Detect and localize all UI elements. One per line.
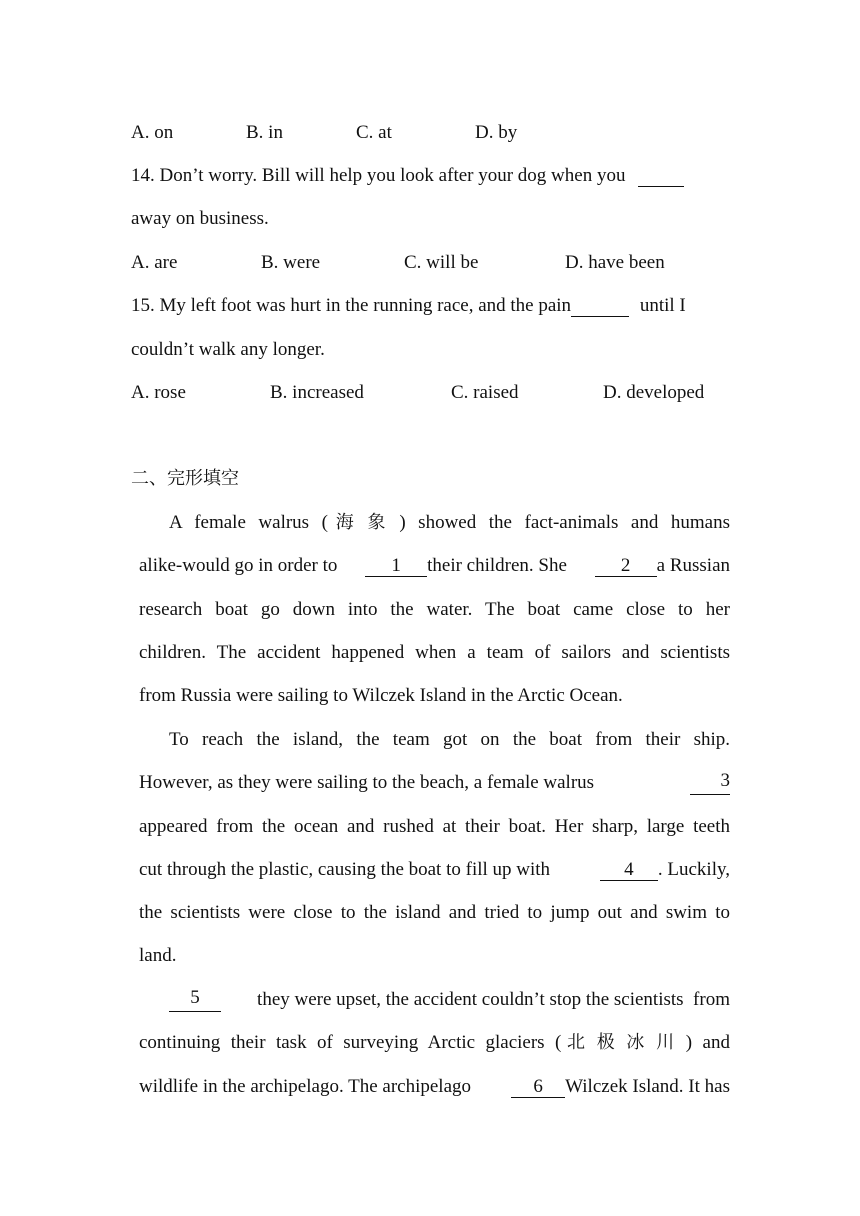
passage-p3-line1	[169, 988, 730, 1012]
q14-option-d: D. have been	[565, 252, 665, 273]
q15-option-a: A. rose	[131, 382, 186, 403]
q15-stem-line1	[131, 294, 686, 318]
passage-p1-line2	[139, 554, 730, 578]
p1-l2-text-a: alike-would go in order to	[139, 555, 338, 576]
q15-option-b: B. increased	[270, 382, 364, 403]
q15-stem-line2: couldn’t walk any longer.	[131, 339, 325, 360]
passage-p2-line5: the scientists were close to the island and tried to jump out and swim to	[139, 902, 730, 923]
passage-p2-line6: land.	[139, 945, 177, 966]
passage-p2-line1: To reach the island, the team got on the boat from their ship.	[169, 729, 730, 750]
section-heading-cloze: 二、完形填空	[131, 468, 239, 489]
p2-l4-text-b: . Luckily,	[657, 859, 730, 880]
p3-l2-text-b: ) and	[685, 1032, 730, 1053]
q15-answer-blank	[571, 296, 629, 317]
passage-p1-line4: children. The accident happened when a team of sailors and scientists	[139, 642, 730, 663]
passage-p2-line3: appeared from the ocean and rushed at their boat. Her sharp, large teeth	[139, 816, 730, 837]
q14-stem-text: 14. Don’t worry. Bill will help you look after your dog when you	[131, 165, 626, 186]
q15-option-d: D. developed	[603, 382, 705, 403]
p3-l3-text-b: Wilczek Island. It has	[565, 1076, 730, 1097]
p2-l2-text-a: However, as they were sailing to the beach, a female walrus	[139, 772, 595, 793]
cloze-blank-2: 2	[595, 556, 657, 577]
q15-option-c: C. raised	[451, 382, 519, 403]
passage-p1-line5: from Russia were sailing to Wilczek Island in the Arctic Ocean.	[139, 685, 623, 706]
p3-l3-text-a: wildlife in the archipelago. The archipelago	[139, 1076, 472, 1097]
walrus-chinese-gloss: 海象	[327, 512, 400, 533]
q14-stem-line2: away on business.	[131, 208, 269, 229]
q14-answer-blank	[638, 166, 684, 187]
passage-p3-line2	[139, 1031, 730, 1055]
q14-stem-line1	[131, 164, 684, 188]
glaciers-chinese-gloss: 北极冰川	[561, 1032, 686, 1053]
q14-option-b: B. were	[261, 252, 321, 273]
passage-p1-line3: research boat go down into the water. The boat came close to her	[139, 599, 730, 620]
q15-stem-tail: until I	[639, 295, 686, 316]
cloze-blank-6: 6	[511, 1077, 565, 1098]
q14-option-a: A. are	[131, 252, 178, 273]
passage-p2-line4	[139, 858, 730, 882]
q13-option-d: D. by	[475, 122, 518, 143]
passage-p3-line3	[139, 1075, 730, 1099]
p2-l4-text-a: cut through the plastic, causing the boat to fill up with	[139, 859, 551, 880]
p1-l1-text-a: A female walrus (	[169, 512, 328, 533]
p1-l2-text-c: a Russian	[656, 555, 730, 576]
q13-option-a: A. on	[131, 122, 174, 143]
cloze-blank-4: 4	[600, 860, 658, 881]
cloze-blank-3: 3	[690, 771, 730, 795]
p1-l2-text-b: their children. She	[427, 555, 567, 576]
p3-l2-text-a: continuing their task of surveying Arctic glaciers (	[139, 1032, 562, 1053]
passage-p2-line2	[139, 771, 730, 795]
q14-option-c: C. will be	[404, 252, 479, 273]
p1-l1-text-b: ) showed the fact-animals and humans	[399, 512, 731, 533]
q13-option-b: B. in	[246, 122, 283, 143]
q15-stem-text: 15. My left foot was hurt in the running race, and the pain	[131, 295, 572, 316]
passage-p1-line1	[169, 511, 730, 535]
q13-option-c: C. at	[356, 122, 392, 143]
cloze-blank-5: 5	[169, 988, 221, 1012]
cloze-blank-1: 1	[365, 556, 427, 577]
p3-l1-text-b: they were upset, the accident couldn’t stop the scientists from	[257, 989, 730, 1010]
